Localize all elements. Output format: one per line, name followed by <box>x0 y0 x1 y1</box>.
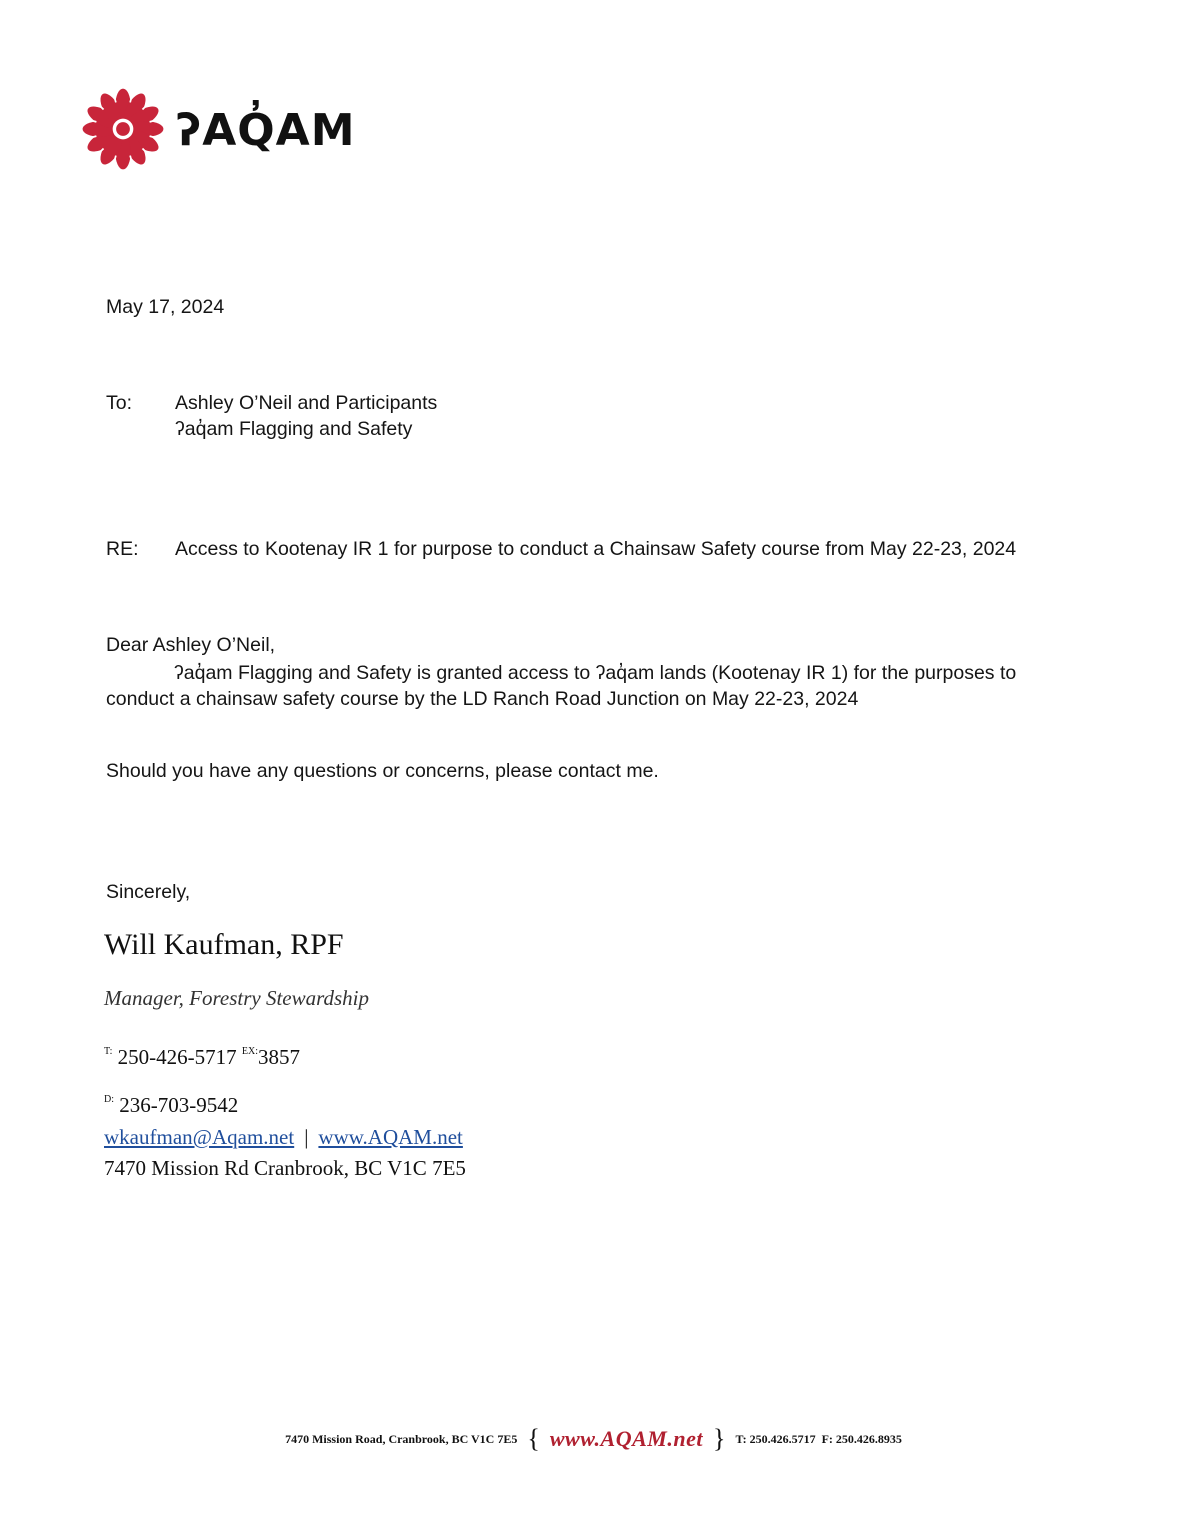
extension-label: EX: <box>241 1046 258 1057</box>
salutation: Dear Ashley O’Neil, <box>106 634 276 656</box>
extension-number: 3857 <box>258 1045 300 1069</box>
flower-logo-icon <box>80 86 166 172</box>
recipient-name: Ashley O’Neil and Participants <box>175 392 438 414</box>
direct-label: D: <box>104 1094 114 1105</box>
signature-address: 7470 Mission Rd Cranbrook, BC V1C 7E5 <box>104 1156 466 1180</box>
footer-brace-close: } <box>712 1424 726 1453</box>
phone-label: T: <box>104 1046 113 1057</box>
recipient-organization: ʔaq̓am Flagging and Safety <box>175 418 413 440</box>
logo-wordmark: ʔAQ̓AM <box>176 105 356 156</box>
subject-line: Access to Kootenay IR 1 for purpose to conduct a Chainsaw Safety course from May 22-23, 2024 <box>175 538 1017 560</box>
phone-line <box>104 1045 300 1070</box>
closing-question: Should you have any questions or concerns, please contact me. <box>106 760 659 782</box>
signatory-title: Manager, Forestry Stewardship <box>104 986 370 1010</box>
body-paragraph <box>106 660 1066 712</box>
letterhead-footer <box>0 1426 1187 1452</box>
phone-number: 250-426-5717 <box>117 1045 237 1069</box>
signatory-name: Will Kaufman, RPF <box>104 928 344 961</box>
direct-number: 236-703-9542 <box>119 1093 239 1117</box>
footer-fax: F: 250.426.8935 <box>821 1431 902 1446</box>
re-label: RE: <box>106 538 139 560</box>
contact-links <box>104 1125 463 1150</box>
sign-off: Sincerely, <box>106 881 191 903</box>
website-link[interactable]: www.AQAM.net <box>318 1125 463 1149</box>
to-label: To: <box>106 392 133 414</box>
footer-url[interactable]: www.AQAM.net <box>549 1426 703 1451</box>
footer-tel: T: 250.426.5717 <box>735 1431 816 1446</box>
link-separator: | <box>304 1125 309 1149</box>
footer-brace-open: { <box>527 1424 540 1453</box>
direct-line <box>104 1093 238 1118</box>
letter-date: May 17, 2024 <box>106 296 225 318</box>
body-text: ʔaq̓am Flagging and Safety is granted access to ʔaq̓am lands (Kootenay IR 1) for the purposes to conduct a chainsaw safety course by the LD Ranch Road Junction on May 22-23, 2024 <box>106 662 1017 710</box>
organization-logo <box>80 86 356 172</box>
footer-address: 7470 Mission Road, Cranbrook, BC V1C 7E5 <box>285 1431 518 1446</box>
email-link[interactable]: wkaufman@Aqam.net <box>104 1125 295 1149</box>
